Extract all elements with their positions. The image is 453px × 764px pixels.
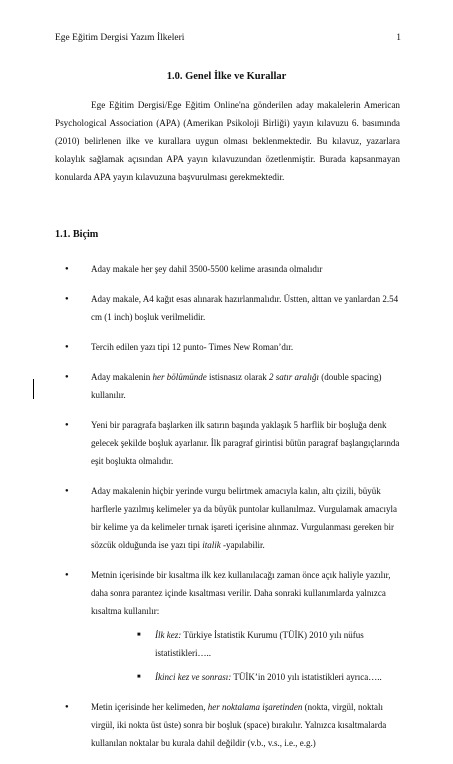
list-item [55, 338, 400, 356]
italic-text: İkinci kez ve sonrası: [155, 672, 232, 682]
intro-paragraph: Ege Eğitim Dergisi/Ege Eğitim Online'na gönderilen aday makalelerin American Psychological Association (APA) (Amerikan Psikoloji Birliği) yayın kılavuzu 6. basımında (2010) belirlenen ilke ve kurallara uygun olması beklenmektedir. Bu kılavuz, yazarlara kolaylık sağlamak açısından APA yayın kılavuzundan özetlenmiştir. Burada kapsanmayan konularda APA yayın kılavuzuna başvurulması gerekmektedir. [55, 100, 400, 182]
rule-text: TÜİK’in 2010 yılı istatistikleri ayrıca….. [231, 672, 382, 682]
list-item [55, 416, 400, 470]
rule-text: Tercih edilen yazı tipi 12 punto- Times New Roman’dır. [91, 342, 294, 352]
rule-text: istisnasız olarak [206, 372, 269, 382]
section-heading: 1.1. Biçim [55, 229, 99, 240]
list-item [55, 290, 400, 326]
text-cursor [33, 379, 34, 399]
header-title: Ege Eğitim Dergisi Yazım İlkeleri [55, 33, 185, 43]
rule-text: -yapılabilir. [220, 540, 265, 550]
rule-text: Yeni bir paragrafa başlarken ilk satırın başında yaklaşık 5 harflik bir boşluğa denk gelecek şekilde boşluk ayarlanır. İlk paragraf girintisi bütün paragraf başlangıçlarında eşit boşlukta olmalıdır. [91, 420, 400, 466]
italic-text: 2 satır aralığı [268, 372, 319, 382]
list-item [55, 566, 400, 686]
rule-text: Aday makalenin hiçbir yerinde vurgu belirtmek amacıyla kalın, altı çizili, büyük harflerle yazılmış kelimeler ya da büyük puntolar kullanılmaz. Vurgulamak amacıyla bir kelime ya da kelimeler tırnak işareti içerisine alınmaz. Vurgulanması gereken bir sözcük olduğunda ise yazı tipi [91, 486, 398, 550]
rule-text: Aday makale her şey dahil 3500-5500 kelime arasında olmalıdır [91, 264, 323, 274]
rule-text: Türkiye İstatistik Kurumu (TÜİK) 2010 yılı nüfus istatistikleri….. [155, 630, 364, 658]
list-item [91, 626, 400, 662]
list-item [55, 260, 400, 278]
rule-text: Metnin içerisinde bir kısaltma ilk kez kullanılacağı zaman önce açık haliyle yazılır, daha sonra parantez içinde kısaltması verilir. Daha sonraki kullanımlarda yalnızca kısaltma kullanılır: [91, 570, 391, 616]
rule-text: (double spacing) kullanılır. [91, 372, 382, 400]
italic-text: her bölümünde [152, 372, 207, 382]
rule-text: (nokta, virgül, noktalı virgül, iki nokta üst üste) sonra bir boşluk (space) bırakılır. Yalnızca kısaltmalarda kullanılan noktalar bu kurala dahil değildir (v.b., v.s., i.e., e.g.) [91, 702, 387, 748]
format-rules-list [55, 260, 400, 764]
rule-text: Metin içerisinde her kelimeden, [91, 702, 208, 712]
main-heading: 1.0. Genel İlke ve Kurallar [166, 71, 287, 82]
page-number: 1 [396, 33, 401, 43]
list-item [91, 668, 400, 686]
rule-text: Aday makalenin [91, 372, 153, 382]
list-item [55, 482, 400, 554]
list-item [55, 368, 400, 404]
italic-text: İlk kez: [155, 630, 182, 640]
italic-text: italik [202, 540, 221, 550]
abbreviation-examples [91, 626, 400, 686]
page-header [55, 33, 401, 43]
rule-text: Aday makale, A4 kağıt esas alınarak hazırlanmalıdır. Üstten, alttan ve yanlardan 2.54 cm (1 inch) boşluk verilmelidir. [91, 294, 399, 322]
list-item [55, 698, 400, 752]
italic-text: her noktalama işaretinden [207, 702, 303, 712]
